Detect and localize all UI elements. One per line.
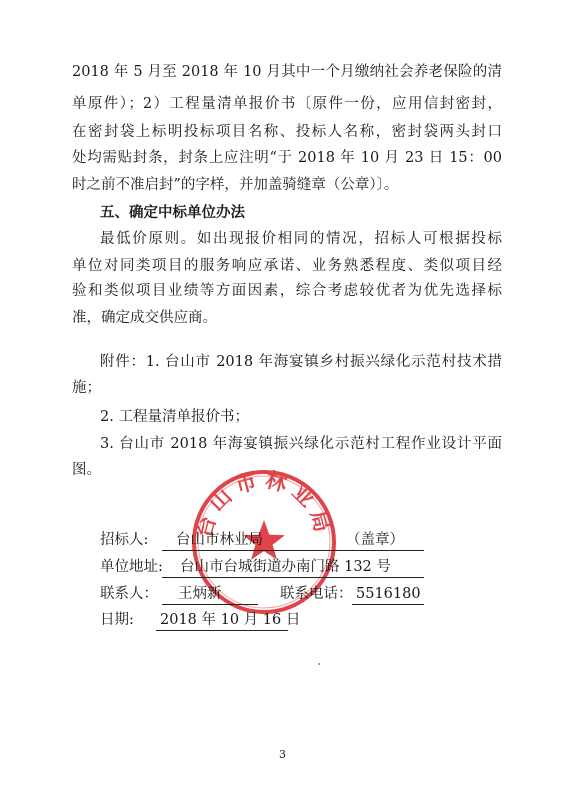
date-label: 日期: [100, 612, 134, 628]
section-heading: 五、确定中标单位办法 [100, 205, 245, 221]
section-line-4: 准，确定成交供应商。 [72, 310, 217, 326]
tenderer-value: 台山市林业局 [176, 532, 263, 548]
tenderer-label: 招标人: [100, 532, 149, 548]
address-value: 台山市台城街道办南门路 132 号 [180, 559, 391, 575]
attachment-item-3-cont: 图。 [72, 462, 101, 478]
attachment-item-1-cont: 施； [72, 380, 101, 396]
phone-label: 联系电话： [280, 586, 353, 602]
contact-value: 王炳新 [178, 586, 222, 602]
attachment-item-3: 3. 台山市 2018 年海宴镇振兴绿化示范村工程作业设计平面 [100, 436, 502, 452]
page-number: 3 [279, 748, 286, 761]
seal-note: （盖章） [346, 532, 404, 548]
contact-label: 联系人： [100, 586, 158, 602]
section-line-2: 单位对同类项目的服务响应承诺、业务熟悉程度、类似项目经 [72, 258, 502, 274]
address-underline [162, 577, 424, 578]
phone-value: 5516180 [356, 586, 421, 602]
section-line-1: 最低价原则。如出现报价相同的情况，招标人可根据投标 [100, 231, 502, 247]
contact-underline [162, 604, 258, 605]
date-value: 2018 年 10 月 16 日 [160, 612, 301, 628]
scan-speck [318, 663, 320, 665]
attachment-item-2: 2. 工程量清单报价书； [100, 409, 249, 425]
body-line-5: 时之前不准启封”的字样，并加盖骑缝章（公章）〕。 [72, 177, 399, 193]
section-line-3: 验和类似项目业绩等方面因素，综合考虑较优者为优先选择标 [72, 283, 502, 299]
body-line-3: 在密封袋上标明投标项目名称、投标人名称，密封袋两头封口 [72, 124, 502, 140]
attachment-item-1: 附件：1. 台山市 2018 年海宴镇乡村振兴绿化示范村技术措 [100, 354, 502, 370]
body-line-1: 2018 年 5 月至 2018 年 10 月其中一个月缴纳社会养老保险的清 [72, 64, 502, 80]
body-line-4: 处均需贴封条，封条上应注明“于 2018 年 10 月 23 日 15：00 [72, 150, 502, 166]
seal-text: 台山市林业局 [191, 468, 337, 541]
phone-underline [352, 604, 424, 605]
address-label: 单位地址: [100, 559, 163, 575]
date-underline [156, 630, 288, 631]
tenderer-underline [162, 550, 424, 551]
body-line-2: 单原件）；2）工程量清单报价书〔原件一份，应用信封密封， [72, 96, 502, 112]
